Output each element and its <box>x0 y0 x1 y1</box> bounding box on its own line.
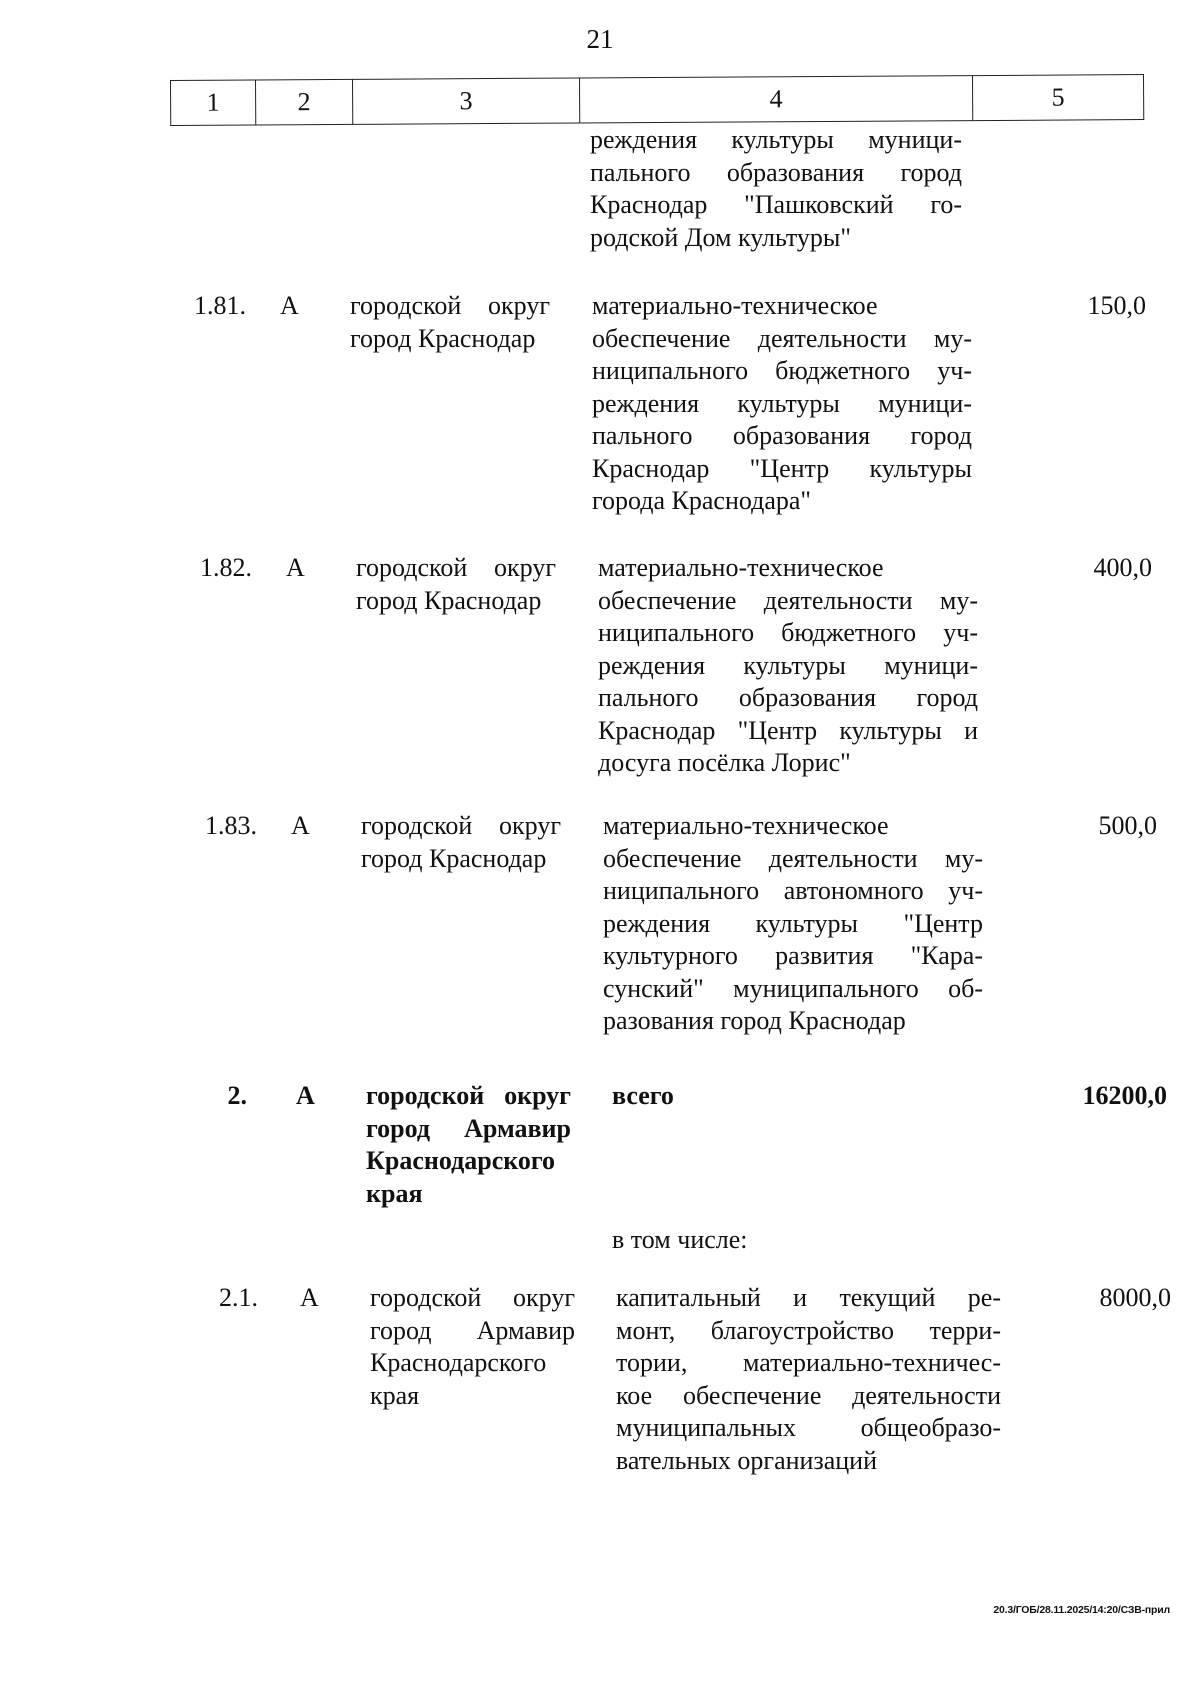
row-category: А <box>296 1081 315 1110</box>
row-category: А <box>291 811 310 840</box>
purpose-line: материально-техническое <box>603 811 889 840</box>
purpose-line: разования город Краснодар <box>603 1006 906 1035</box>
purpose-line: пального образования город <box>592 421 972 450</box>
entity-line: Краснодарского <box>366 1146 556 1175</box>
row-amount: 500,0 <box>1098 811 1157 840</box>
entity-line: город Краснодар <box>356 585 542 615</box>
entity-line: края <box>366 1178 423 1208</box>
purpose-line: тории, материально-техничес- <box>616 1348 1001 1377</box>
row-purpose <box>598 552 978 780</box>
purpose-line: реждения культуры "Центр <box>603 908 983 938</box>
row-purpose <box>592 290 972 518</box>
purpose-line: обеспечение деятельности му- <box>598 585 978 615</box>
row-amount: 400,0 <box>1093 553 1152 582</box>
entity-line: городской округ <box>366 1081 571 1110</box>
purpose-line: города Краснодара" <box>592 486 812 515</box>
purpose-line: Краснодар "Центр культуры и <box>598 715 978 745</box>
purpose-line: сунский" муниципального об- <box>603 973 983 1003</box>
purpose-line: кое обеспечение деятельности <box>616 1380 1001 1410</box>
column-header-2: 2 <box>256 79 353 125</box>
column-header-table <box>170 74 1144 126</box>
row-number: 1.83. <box>205 811 257 840</box>
row-purpose <box>603 810 983 1038</box>
including-label <box>612 1224 984 1257</box>
row-number: 2.1. <box>219 1283 258 1312</box>
entity-line: город Краснодар <box>350 323 536 353</box>
purpose-line: досуга посёлка Лорис" <box>598 748 851 777</box>
entity-line: городской округ <box>350 291 550 320</box>
purpose-line: монт, благоустройство терри- <box>616 1315 1001 1345</box>
purpose-line: ниципального бюджетного уч- <box>592 356 972 385</box>
entity-line: городской округ <box>361 811 561 840</box>
entity-line: городской округ <box>356 553 556 582</box>
purpose-line: муниципальных общеобразо- <box>616 1413 1001 1442</box>
purpose-line: материально-техническое <box>592 291 878 320</box>
purpose-line: реждения культуры муници- <box>592 388 972 418</box>
column-header-4: 4 <box>579 76 972 123</box>
row-amount: 8000,0 <box>1099 1283 1171 1312</box>
row-purpose <box>616 1282 1001 1477</box>
purpose-line: материально-техническое <box>598 553 884 582</box>
row-category: А <box>300 1283 319 1312</box>
column-header-5: 5 <box>972 75 1143 121</box>
row-purpose <box>612 1080 984 1113</box>
purpose-line: Краснодар "Центр культуры <box>592 453 972 483</box>
column-header-3: 3 <box>352 78 579 124</box>
row-amount: 16200,0 <box>1082 1081 1167 1110</box>
purpose-line: вательных организаций <box>616 1445 878 1475</box>
column-header-1: 1 <box>171 80 256 126</box>
row-entity <box>361 810 561 875</box>
purpose-line: ниципального автономного уч- <box>603 876 983 905</box>
entity-line: город Краснодар <box>361 843 547 873</box>
entity-line: город Армавир <box>366 1113 571 1143</box>
row-category: А <box>280 291 299 320</box>
purpose-line: обеспечение деятельности му- <box>603 843 983 873</box>
purpose-line: пального образования город <box>598 683 978 712</box>
purpose-line: обеспечение деятельности му- <box>592 323 972 353</box>
purpose-line: реждения культуры муници- <box>590 125 962 154</box>
row-number: 1.82. <box>200 553 252 582</box>
row-entity <box>366 1080 571 1210</box>
purpose-line: капитальный и текущий ре- <box>616 1283 1001 1312</box>
row-entity <box>356 552 556 617</box>
row-number: 1.81. <box>194 291 246 320</box>
continuation-purpose <box>590 124 962 254</box>
row-number: 2. <box>227 1081 247 1110</box>
row-amount: 150,0 <box>1087 291 1146 320</box>
entity-line: городской округ <box>370 1283 575 1312</box>
entity-line: Краснодарского <box>370 1348 547 1377</box>
row-entity <box>370 1282 575 1412</box>
purpose-line: Краснодар "Пашковский го- <box>590 190 962 219</box>
row-category: А <box>286 553 305 582</box>
entity-line: город Армавир <box>370 1315 575 1345</box>
purpose-line: всего <box>612 1081 674 1110</box>
purpose-line: реждения культуры муници- <box>598 650 978 680</box>
purpose-line: родской Дом культуры" <box>590 222 852 252</box>
purpose-line: ниципального бюджетного уч- <box>598 618 978 647</box>
purpose-line: культурного развития "Кара- <box>603 941 983 970</box>
purpose-line: в том числе: <box>612 1225 748 1254</box>
page-number: 21 <box>586 24 614 54</box>
row-entity <box>350 290 550 355</box>
entity-line: края <box>370 1380 420 1410</box>
purpose-line: пального образования город <box>590 157 962 187</box>
document-code: 20.3/ГОБ/28.11.2025/14:20/СЗВ-прил <box>993 1604 1170 1616</box>
